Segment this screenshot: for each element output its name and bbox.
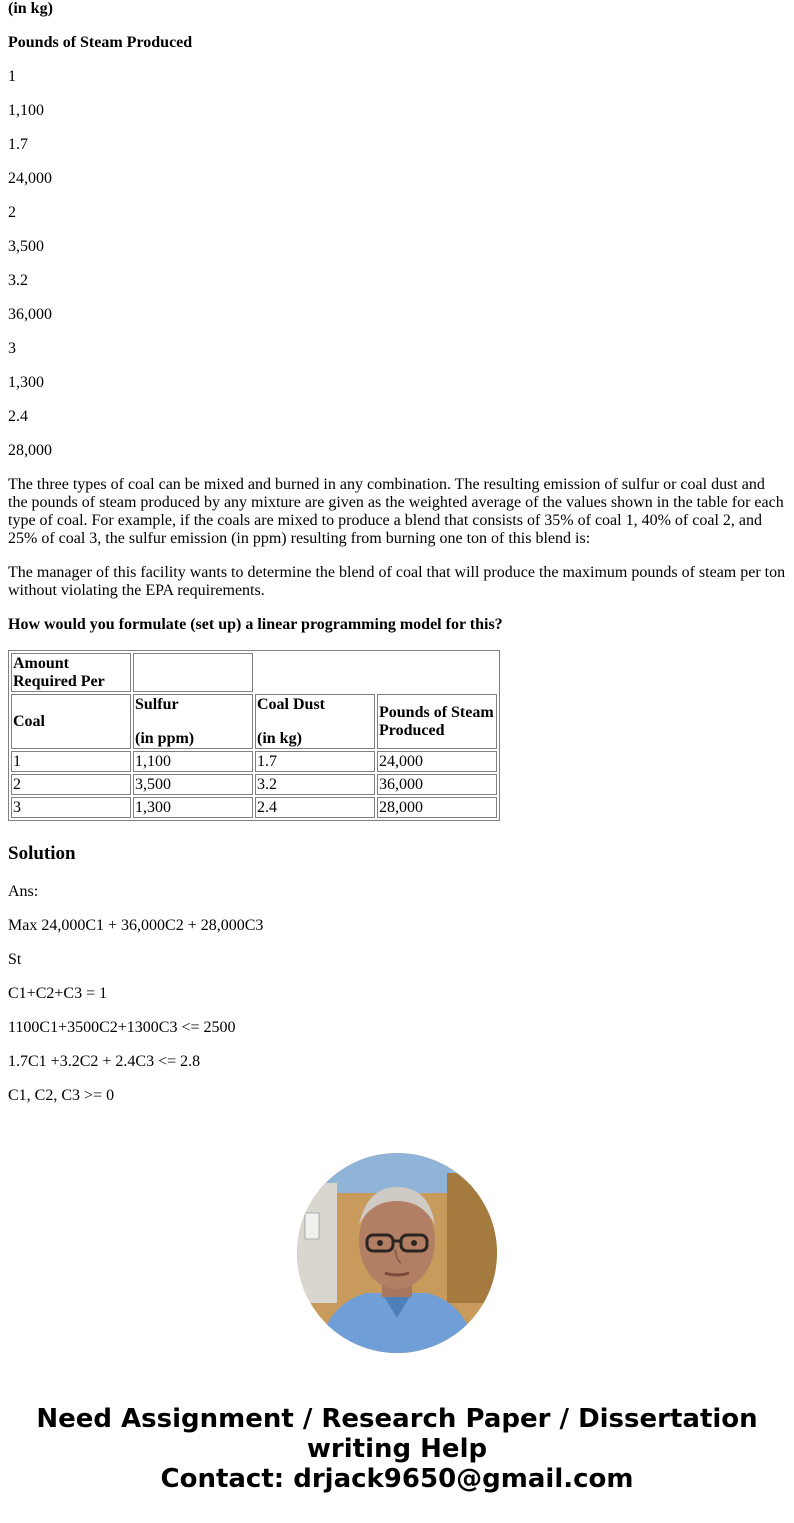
table-header-row	[11, 694, 497, 749]
header-sulfur-unit: (in ppm)	[135, 730, 195, 747]
cell-steam: 24,000	[377, 751, 497, 772]
author-photo	[297, 1153, 497, 1353]
header-dust-unit: (in kg)	[257, 730, 302, 747]
cell-coal: 3	[11, 797, 131, 818]
solution-line: 1.7C1 +3.2C2 + 2.4C3 <= 2.8	[8, 1053, 201, 1070]
solution-line: Max 24,000C1 + 36,000C2 + 28,000C3	[8, 917, 264, 934]
table-top-header: Amount Required Per	[11, 653, 131, 692]
intro-line: 1.7	[8, 136, 28, 153]
cell-sulfur: 1,100	[133, 751, 253, 772]
intro-line: 1	[8, 68, 16, 85]
solution-line: St	[8, 951, 22, 968]
footer-contact[interactable]: Contact: drjack9650@gmail.com	[160, 1464, 634, 1494]
solution-line: Ans:	[8, 883, 39, 900]
cell-dust: 1.7	[255, 751, 375, 772]
footer-banner	[0, 1404, 794, 1494]
intro-line: 3	[8, 340, 16, 357]
intro-line: 24,000	[8, 170, 52, 187]
header-sulfur	[133, 694, 253, 749]
paragraph-manager: The manager of this facility wants to determine the blend of coal that will produce the maximum pounds of steam per ton without violating the EPA requirements.	[8, 564, 786, 599]
solution-line: C1+C2+C3 = 1	[8, 985, 108, 1002]
cell-dust: 2.4	[255, 797, 375, 818]
header-steam: Pounds of Steam Produced	[377, 694, 497, 749]
question: How would you formulate (set up) a linear programming model for this?	[8, 616, 503, 633]
header-dust-title: Coal Dust	[257, 696, 326, 713]
intro-line: 3.2	[8, 272, 28, 289]
header-dust	[255, 694, 375, 749]
footer-line2: writing Help	[306, 1434, 488, 1464]
intro-line: 2.4	[8, 408, 28, 425]
intro-lines	[8, 0, 786, 460]
solution-line: C1, C2, C3 >= 0	[8, 1087, 115, 1104]
cell-sulfur: 1,300	[133, 797, 253, 818]
table-top-header-row	[11, 653, 497, 692]
cell-dust: 3.2	[255, 774, 375, 795]
solution-heading: Solution	[8, 843, 76, 864]
solution-line: 1100C1+3500C2+1300C3 <= 2500	[8, 1019, 236, 1036]
intro-line: 28,000	[8, 442, 52, 459]
solution-body	[8, 883, 786, 1105]
intro-line: 3,500	[8, 238, 44, 255]
intro-line: Pounds of Steam Produced	[8, 34, 193, 51]
cell-coal: 2	[11, 774, 131, 795]
paragraph-blend: The three types of coal can be mixed and burned in any combination. The resulting emission of sulfur or coal dust and the pounds of steam produced by any mixture are given as the weighted average of the values shown in the table for each type of coal. For example, if the coals are mixed to produce a blend that consists of 35% of coal 1, 40% of coal 2, and 25% of coal 3, the sulfur emission (in ppm) resulting from burning one ton of this blend is:	[8, 476, 784, 547]
header-sulfur-title: Sulfur	[135, 696, 179, 713]
table-row	[11, 797, 497, 818]
coal-table	[8, 650, 500, 821]
table-empty-cell	[133, 653, 253, 692]
cell-sulfur: 3,500	[133, 774, 253, 795]
intro-line: 36,000	[8, 306, 52, 323]
intro-line: 2	[8, 204, 16, 221]
document-body	[8, 0, 786, 1121]
cell-coal: 1	[11, 751, 131, 772]
cell-steam: 28,000	[377, 797, 497, 818]
table-row	[11, 774, 497, 795]
header-coal: Coal	[11, 694, 131, 749]
intro-line: (in kg)	[8, 0, 53, 17]
table-row	[11, 751, 497, 772]
intro-line: 1,100	[8, 102, 44, 119]
footer-line1: Need Assignment / Research Paper / Dissertation	[36, 1404, 758, 1434]
intro-line: 1,300	[8, 374, 44, 391]
author-portrait-icon	[297, 1153, 497, 1353]
cell-steam: 36,000	[377, 774, 497, 795]
